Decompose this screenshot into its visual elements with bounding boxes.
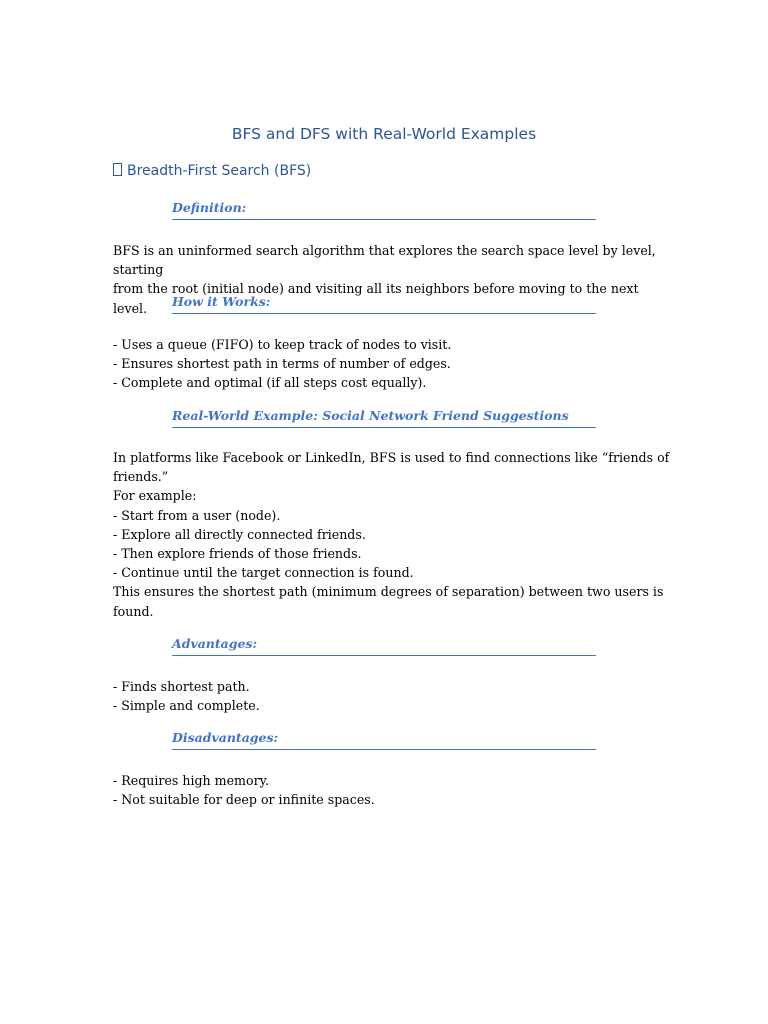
section-heading-text: Breadth-First Search (BFS) xyxy=(127,163,312,179)
how-it-works-list xyxy=(113,335,673,393)
disadvantages-list xyxy=(113,771,673,809)
list-item: - Explore all directly connected friends. xyxy=(113,526,366,542)
list-item: - Finds shortest path. xyxy=(113,679,250,694)
document-title: BFS and DFS with Real-World Examples xyxy=(231,125,537,143)
subheading-disadvantages: Disadvantages: xyxy=(172,730,596,750)
list-item: - Start from a user (node). xyxy=(113,507,281,523)
text-line: from the root (initial node) and visiting all its neighbors before moving to the next level. xyxy=(113,281,639,316)
text-line: This ensures the shortest path (minimum degrees of separation) between two users is xyxy=(113,584,664,600)
list-item: - Then explore friends of those friends. xyxy=(113,546,362,562)
list-item: - Continue until the target connection is found. xyxy=(113,565,414,581)
subheading-how-it-works: How it Works: xyxy=(172,294,596,314)
text-line: found. xyxy=(113,603,154,619)
missing-glyph-icon xyxy=(113,163,122,176)
list-item: - Uses a queue (FIFO) to keep track of nodes to visit. xyxy=(113,337,452,352)
example-paragraph xyxy=(113,448,673,621)
subheading-real-world-example: Real-World Example: Social Network Friend Suggestions xyxy=(172,408,596,428)
section-heading-bfs xyxy=(113,163,311,179)
list-item: - Complete and optimal (if all steps cost equally). xyxy=(113,375,427,391)
list-item: - Simple and complete. xyxy=(113,698,260,714)
text-line: friends.” xyxy=(113,469,169,485)
subheading-advantages: Advantages: xyxy=(172,636,596,656)
text-line: BFS is an uninformed search algorithm that explores the search space level by level, starting xyxy=(113,243,656,278)
list-item: - Ensures shortest path in terms of number of edges. xyxy=(113,356,451,372)
subheading-definition: Definition: xyxy=(172,200,596,220)
advantages-list xyxy=(113,677,673,715)
list-item: - Requires high memory. xyxy=(113,773,270,788)
list-item: - Not suitable for deep or infinite spaces. xyxy=(113,792,375,808)
text-line: In platforms like Facebook or LinkedIn, BFS is used to find connections like “friends of xyxy=(113,450,670,465)
text-line: For example: xyxy=(113,488,197,504)
